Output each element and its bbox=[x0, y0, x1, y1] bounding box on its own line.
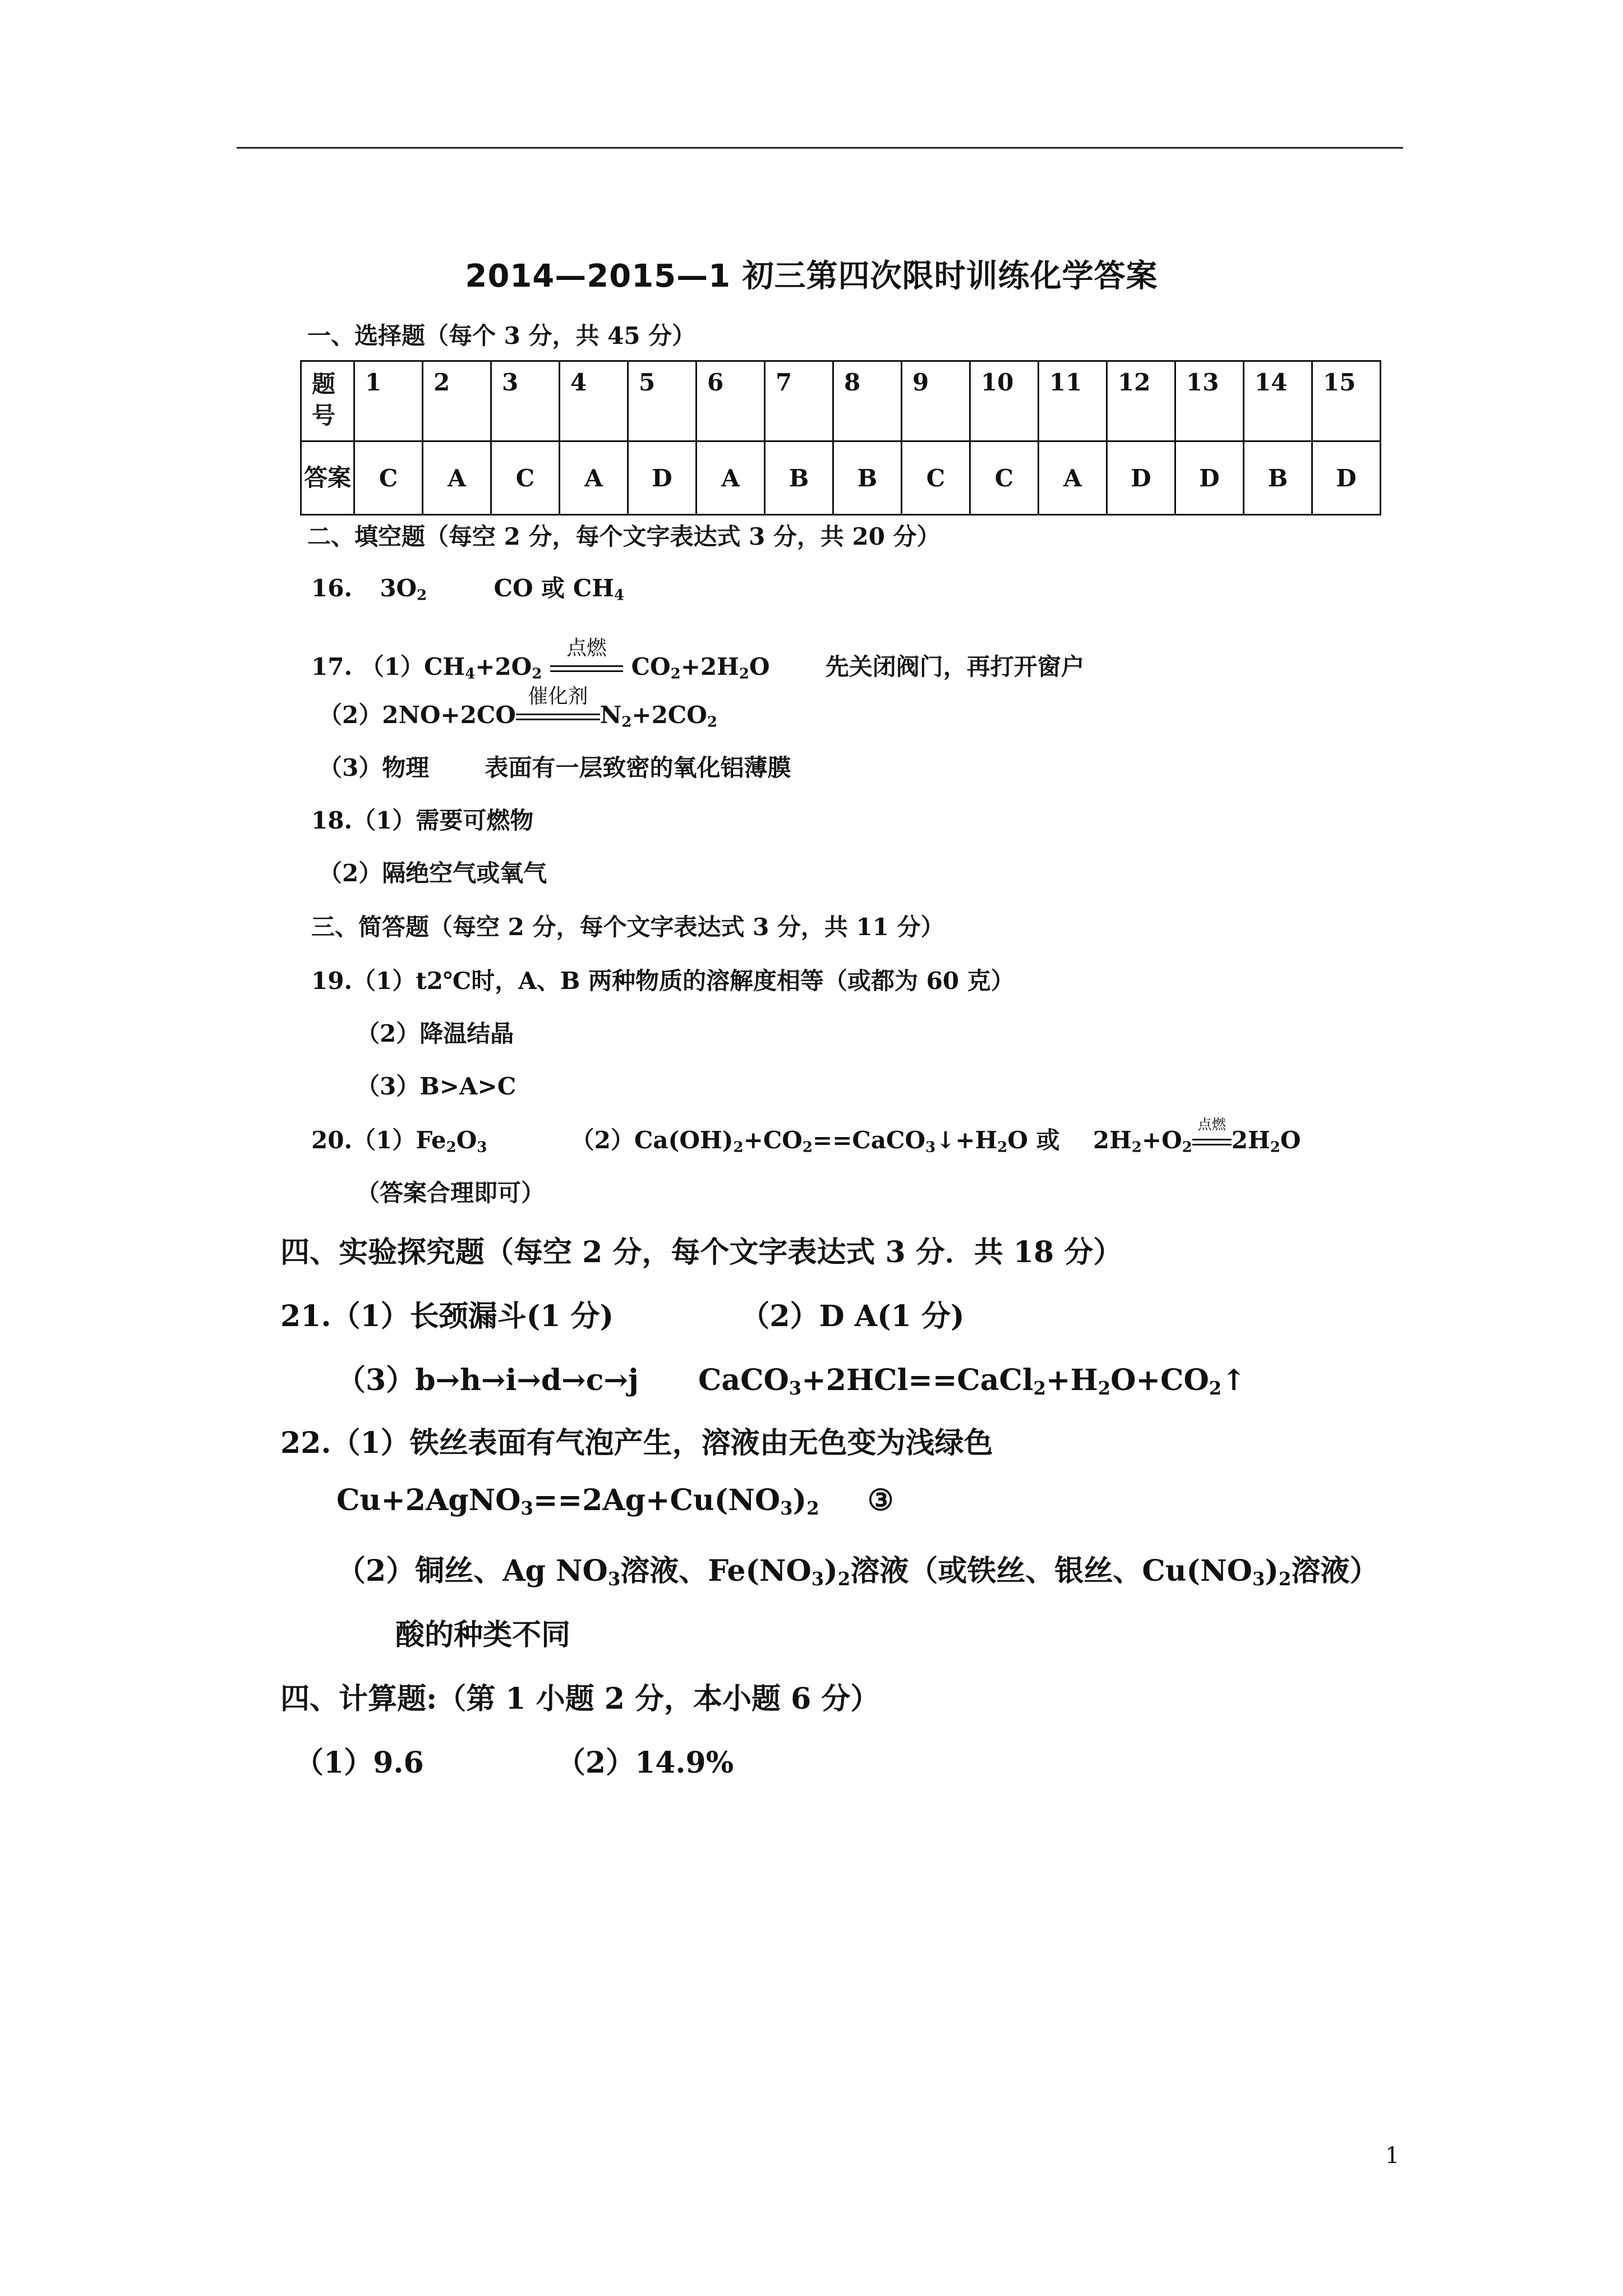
answer-table bbox=[300, 360, 1381, 516]
answer-cell: C bbox=[354, 441, 423, 515]
question-number-cell: 1 bbox=[354, 361, 423, 441]
question-number-cell: 10 bbox=[970, 361, 1039, 441]
row-label-question: 题号 bbox=[301, 361, 354, 441]
question-number-cell: 5 bbox=[628, 361, 697, 441]
answer-22-2: （2）铜丝、Ag $NO_3$溶液、$Fe(NO_3)_2$溶液（或铁丝、银丝、$Cu(NO_3)_2$溶液） bbox=[336, 1554, 1379, 1590]
answer-19-1: 19.（1）t2℃时，A、B 两种物质的溶解度相等（或都为 60 克） bbox=[311, 967, 1015, 995]
reaction-condition-ignite: 点燃 bbox=[550, 653, 623, 680]
question-number-cell: 8 bbox=[833, 361, 902, 441]
answer-cell: A bbox=[1039, 441, 1107, 515]
answer-cell: C bbox=[902, 441, 970, 515]
question-number-cell: 9 bbox=[902, 361, 970, 441]
answer-cell: D bbox=[1312, 441, 1381, 515]
answer-cell: A bbox=[697, 441, 765, 515]
answer-16-part1: $3O_2$ bbox=[380, 574, 427, 604]
answer-17-2: （2）2NO+2CO 催化剂 $N_2+2CO_2$ bbox=[319, 684, 717, 731]
answer-17-1: 17. $(1)CH_4+2O_2$ 点燃 $CO_2+2H_2O$ 先关闭阀门，再打开窗户 bbox=[311, 636, 1085, 683]
question-number-cell: 15 bbox=[1312, 361, 1381, 441]
answer-22-1-equation: $Cu+2AgNO_3==2Ag+Cu(NO_3)_2$ ③ bbox=[336, 1483, 894, 1520]
answer-21-1-2: 21.（1）长颈漏斗(1 分) （2）D A(1 分) bbox=[280, 1299, 965, 1333]
question-number-cell: 4 bbox=[560, 361, 628, 441]
question-number-row bbox=[301, 361, 1381, 441]
section2-heading: 二、填空题（每空 2 分，每个文字表达式 3 分，共 20 分） bbox=[307, 523, 940, 550]
question-number-cell: 14 bbox=[1244, 361, 1312, 441]
answer-16: 16. $3O_2$ CO 或 $CH_4$ bbox=[311, 574, 625, 604]
answer-cell: A bbox=[560, 441, 628, 515]
answer-cell: C bbox=[491, 441, 560, 515]
answer-20: $20.(1)Fe_2O_3$ $(2)Ca(OH)_2+CO_2==CaCO_3↓+H_2O$ 或 $2H_2+O_2$ 点燃 $2H_2O$ bbox=[311, 1116, 1301, 1156]
section5-heading: 四、计算题:（第 1 小题 2 分，本小题 6 分） bbox=[280, 1682, 880, 1716]
section1-heading: 一、选择题（每个 3 分，共 45 分） bbox=[307, 322, 696, 349]
answer-18-1: 18.（1）需要可燃物 bbox=[311, 807, 534, 834]
reaction-condition-ignite-2: 点燃 bbox=[1192, 1126, 1232, 1154]
answer-calculation: （1）9.6 （2）14.9% bbox=[294, 1746, 734, 1780]
section4-heading: 四、实验探究题（每空 2 分，每个文字表达式 3 分．共 18 分） bbox=[280, 1235, 1123, 1269]
answer-16-part2: CO 或 $CH_4$ bbox=[494, 574, 625, 604]
section3-heading: 三、简答题（每空 2 分，每个文字表达式 3 分，共 11 分） bbox=[311, 913, 944, 941]
reaction-condition-catalyst: 催化剂 bbox=[516, 701, 600, 729]
answer-cell: B bbox=[765, 441, 833, 515]
answer-cell: C bbox=[970, 441, 1039, 515]
question-number-cell: 3 bbox=[491, 361, 560, 441]
answer-17-3: （3）物理 表面有一层致密的氧化铝薄膜 bbox=[319, 754, 791, 781]
question-number-cell: 7 bbox=[765, 361, 833, 441]
answer-cell: A bbox=[423, 441, 491, 515]
answer-19-2: （2）降温结晶 bbox=[356, 1020, 514, 1047]
row-label-answer: 答案 bbox=[301, 441, 354, 515]
answer-20-note: （答案合理即可） bbox=[356, 1179, 545, 1207]
page-number: 1 bbox=[1385, 2143, 1400, 2169]
page-title: 2014—2015—1 初三第四次限时训练化学答案 bbox=[465, 258, 1158, 295]
question-number-cell: 6 bbox=[697, 361, 765, 441]
answer-18-2: （2）隔绝空气或氧气 bbox=[319, 859, 547, 887]
answer-17-1-text: 先关闭阀门，再打开窗户 bbox=[825, 653, 1085, 680]
question-number-cell: 13 bbox=[1175, 361, 1244, 441]
answer-cell: D bbox=[1175, 441, 1244, 515]
answer-cell: B bbox=[833, 441, 902, 515]
question-number-cell: 2 bbox=[423, 361, 491, 441]
question-number-cell: 11 bbox=[1039, 361, 1107, 441]
answer-22-3: 酸的种类不同 bbox=[395, 1618, 571, 1652]
answer-cell: B bbox=[1244, 441, 1312, 515]
question-number-cell: 12 bbox=[1107, 361, 1175, 441]
answer-21-3: （3）b→h→i→d→c→j $CaCO_3+2HCl==CaCl_2+H_2O+CO_2↑$ bbox=[336, 1363, 1246, 1400]
answer-19-3: （3）B>A>C bbox=[356, 1073, 517, 1100]
answer-cell: D bbox=[628, 441, 697, 515]
circled-three-mark: ③ bbox=[867, 1483, 894, 1517]
header-rule bbox=[237, 147, 1403, 149]
answer-cell: D bbox=[1107, 441, 1175, 515]
answer-row bbox=[301, 441, 1381, 515]
answer-22-1: 22.（1）铁丝表面有气泡产生，溶液由无色变为浅绿色 bbox=[280, 1426, 993, 1460]
